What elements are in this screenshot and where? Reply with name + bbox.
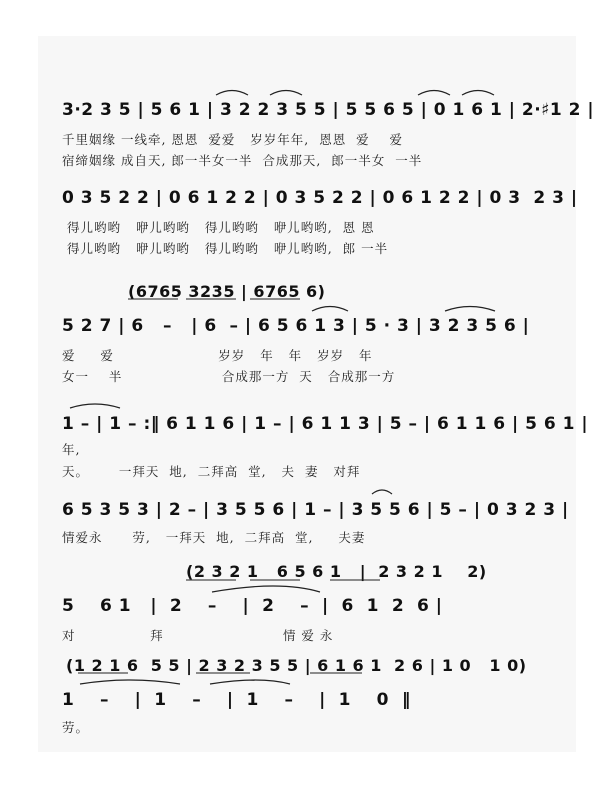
lyric-line-4b: 天。 一拜天 地, 二拜高 堂, 夫 妻 对拜	[62, 464, 361, 479]
notation-line-1: 3·2 3 5 | 5 6 1 | 3 2 2 3 5 5 | 5 5 6 5 | 0 1 6 1 | 2·♯1 2 |	[62, 100, 595, 120]
notation-line-3: 5 2 7 | 6 – | 6 – | 6 5 6 1 3 | 5 · 3 | 3 2 3 5 6 |	[62, 316, 530, 336]
notation-line-4: 1 – | 1 – :‖ 6 1 1 6 | 1 – | 6 1 1 3 | 5 – | 6 1 1 6 | 5 6 1 |	[62, 414, 589, 434]
notation-line-2: 0 3 5 2 2 | 0 6 1 2 2 | 0 3 5 2 2 | 0 6 1 2 2 | 0 3 2 3 |	[62, 188, 578, 208]
interlude-line-3: (6765 3235 | 6765 6)	[128, 282, 326, 301]
lyric-line-2a: 得儿哟哟 咿儿哟哟 得儿哟哟 咿儿哟哟, 恩 恩	[62, 220, 375, 235]
lyric-line-1b: 宿缔姻缘 成自天, 郎一半女一半 合成那天, 郎一半女 一半	[62, 153, 423, 168]
lyric-line-6a: 对 拜 情 爱 永	[62, 628, 334, 643]
lyric-line-4a: 年,	[62, 442, 81, 457]
lyric-line-5a: 情爱永 劳, 一拜天 地, 二拜高 堂, 夫妻	[62, 530, 366, 545]
interlude-line-7: (1 2 1 6 5 5 | 2 3 2 3 5 5 | 6 1 6 1 2 6 | 1 0 1 0)	[66, 656, 527, 675]
notation-line-7: 1 – | 1 – | 1 – | 1 0 ‖	[62, 690, 411, 710]
lyric-line-3b: 女一 半 合成那一方 天 合成那一方	[62, 369, 396, 384]
notation-line-5: 6 5 3 5 3 | 2 – | 3 5 5 6 | 1 – | 3 5 5 6 | 5 – | 0 3 2 3 |	[62, 500, 569, 520]
lyric-line-7a: 劳。	[62, 720, 90, 735]
lyric-line-3a: 爱 爱 岁岁 年 年 岁岁 年	[62, 348, 373, 363]
lyric-line-2b: 得儿哟哟 咿儿哟哟 得儿哟哟 咿儿哟哟, 郎 一半	[62, 241, 389, 256]
interlude-line-6: (2 3 2 1 6 5 6 1 | 2 3 2 1 2)	[186, 562, 487, 581]
notation-line-6: 5 6 1 | 2 – | 2 – | 6 1 2 6 |	[62, 596, 443, 616]
lyric-line-1a: 千里姻缘 一线牵, 恩恩 爱爱 岁岁年年, 恩恩 爱 爱	[62, 132, 404, 147]
